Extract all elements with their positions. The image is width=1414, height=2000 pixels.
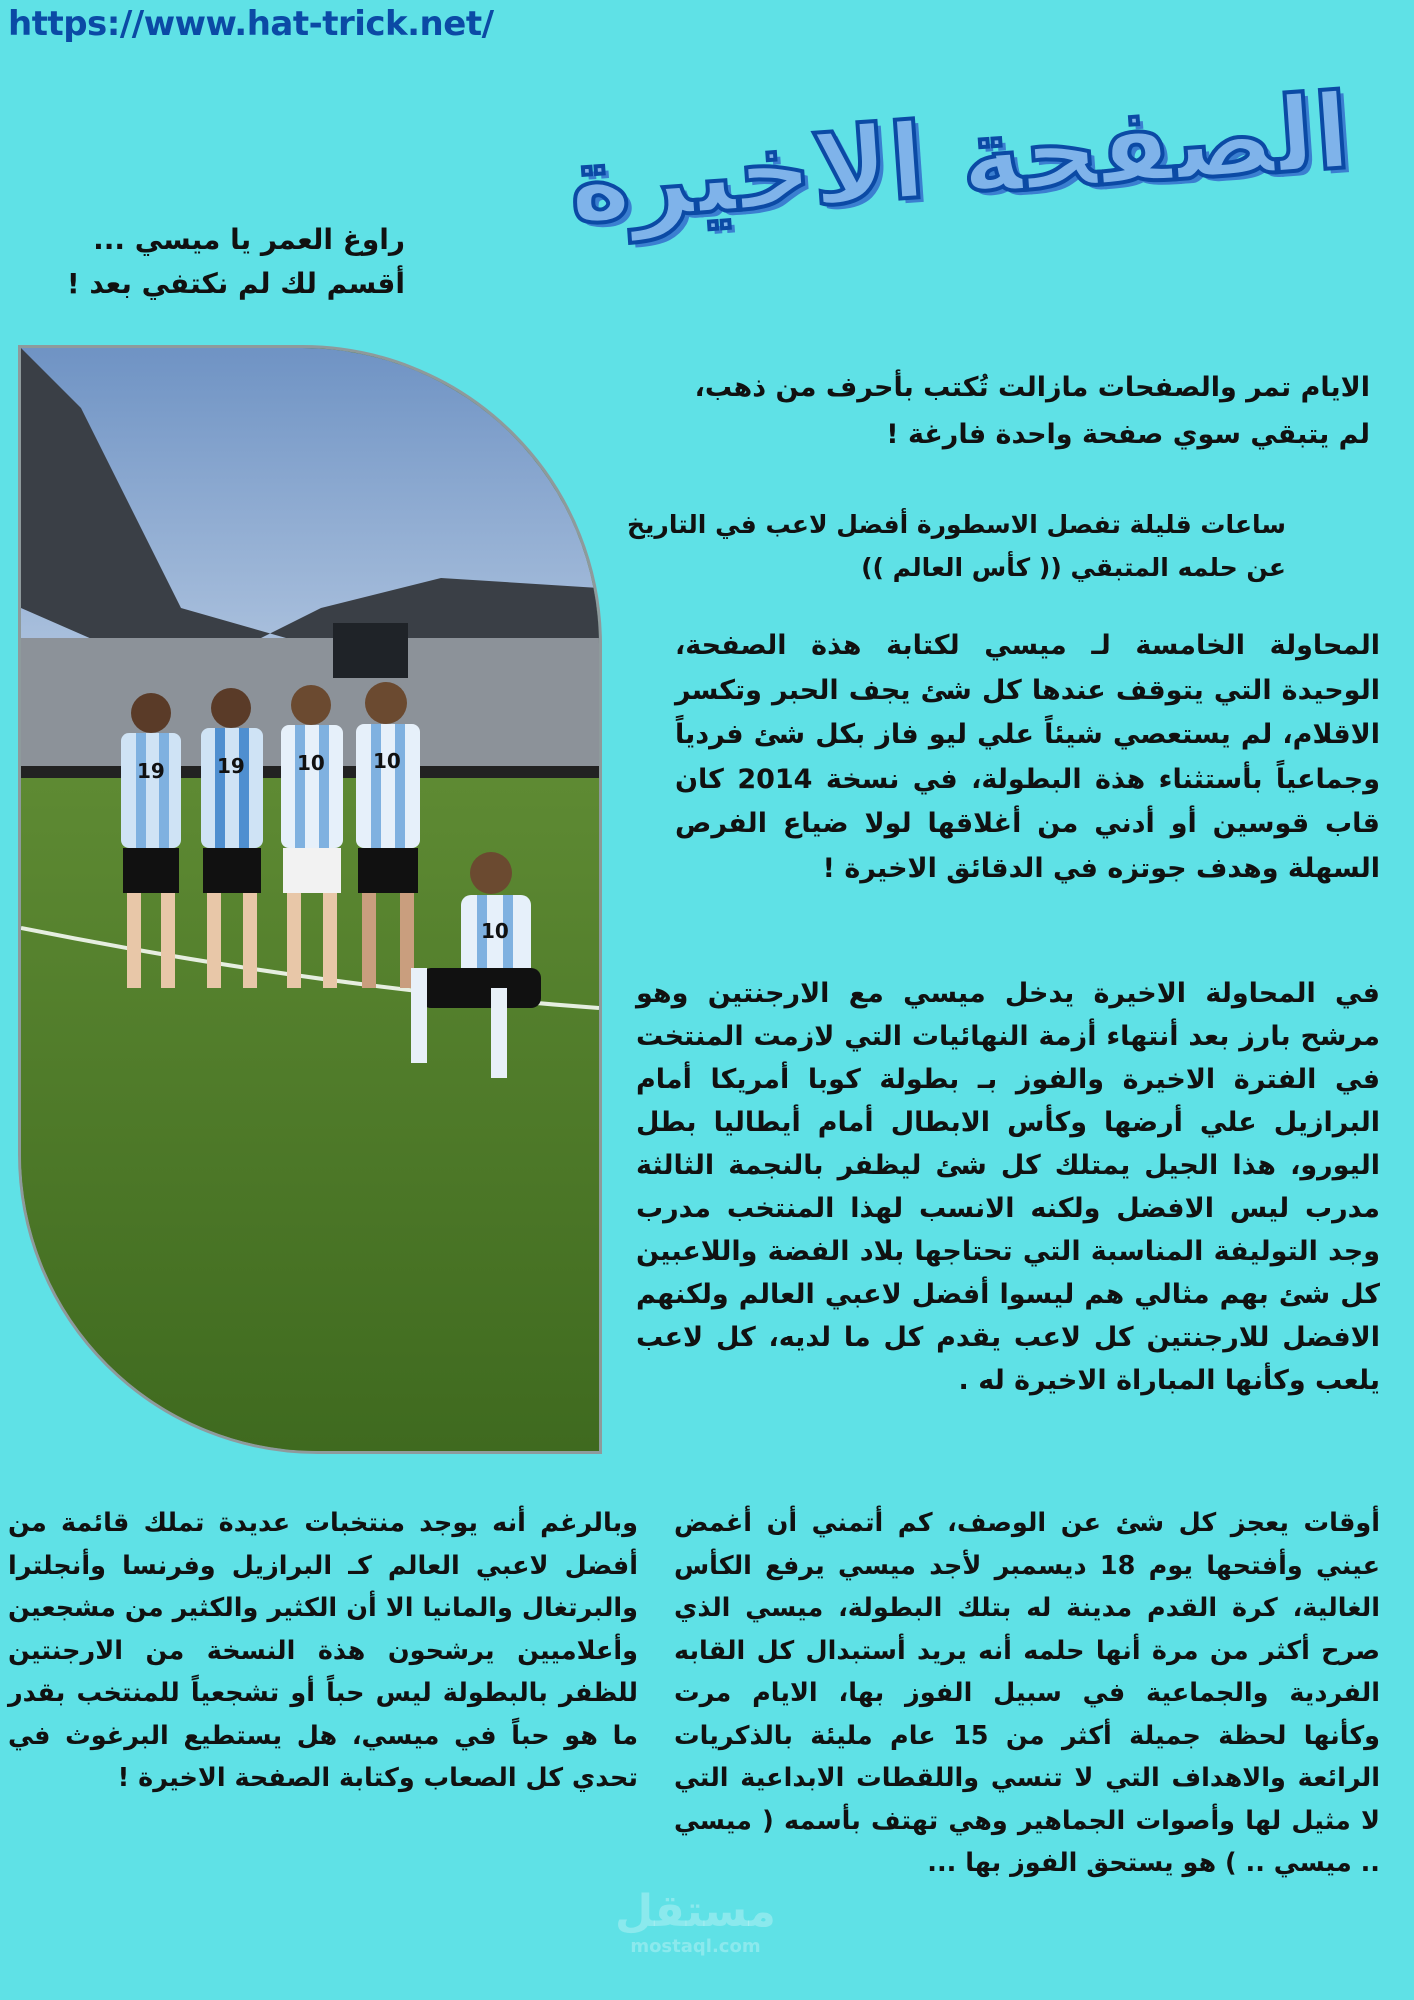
body-paragraph-2: في المحاولة الاخيرة يدخل ميسي مع الارجنتين وهو مرشح بارز بعد أنتهاء أزمة النهائيات التي لازمت المنتخت في الفترة الاخيرة والفوز بـ بطولة كوبا أمريكا أمام البرازيل علي أرضها وكأس الابطال أمام أيطاليا بطل اليورو، هذا الجيل يمتلك كل شئ ليظفر بالنجمة الثالثة مدرب ليس الافضل ولكنه الانسب لهذا المنتخب مدرب وجد التوليفة المناسبة التي تحتاجها بلاد الفضة واللاعبين كل شئ بهم مثالي هم ليسوا أفضل لاعبي العالم ولكنهم الافضل للارجنتين كل لاعب يقدم كل ما لديه، كل لاعب يلعب وكأنها المباراة الاخيرة له . bbox=[636, 978, 1380, 1396]
body-paragraph-3: أوقات يعجز كل شئ عن الوصف، كم أتمني أن أغمض عيني وأفتحها يوم 18 ديسمبر لأجد ميسي يرفع الكأس الغالية، كرة القدم مدينة له بتلك البطولة، ميسي الذي صرح أكثر من مرة أنها حلمه أنه يريد أستبدال كل القابه الفردية والجماعية في سبيل الفوز بها، الايام مرت وكأنها لحظة جميلة أكثر من 15 عام مليئة بالذكريات الرائعة والاهداف التي لا تنسي واللقطات الابداعية التي لا مثيل لها وأصوات الجماهير وهي تهتف بأسمه ( ميسي .. ميسي .. ) هو يستحق الفوز بها ... bbox=[674, 1508, 1381, 1878]
body-paragraph-1: المحاولة الخامسة لـ ميسي لكتابة هذة الصفحة، الوحيدة التي يتوقف عندها كل شئ يجف الحبر وتكسر الاقلام، لم يستعصي شيئاً علي ليو فاز بكل شئ فردياً وجماعياً بأستثناء هذة البطولة، في نسخة 2014 كان قاب قوسين أو أدني من أغلاقها لولا ضياع الفرص السهلة وهدف جوتزه في الدقائق الاخيرة ! bbox=[675, 630, 1380, 884]
scoreboard bbox=[333, 623, 408, 678]
watermark-arabic: مستقل bbox=[615, 1886, 776, 1937]
jersey-number: 10 bbox=[481, 919, 509, 943]
lead-text: ساعات قليلة تفصل الاسطورة أفضل لاعب في التاريخ عن حلمه المتبقي (( كأس العالم )) bbox=[627, 510, 1286, 582]
site-url-link[interactable]: https://www.hat-trick.net/ bbox=[8, 4, 494, 44]
page-title: الصفحة الاخيرة bbox=[564, 70, 1355, 247]
subtitle bbox=[20, 218, 405, 306]
watermark-latin: mostaql.com bbox=[630, 1936, 761, 1957]
jersey-number: 19 bbox=[137, 759, 165, 783]
intro-paragraph: الايام تمر والصفحات مازالت تُكتب بأحرف من ذهب، لم يتبقي سوي صفحة واحدة فارغة ! bbox=[694, 372, 1370, 450]
subtitle-line-2: أقسم لك لم نكتفي بعد ! bbox=[66, 267, 405, 300]
subtitle-line-1: راوغ العمر يا ميسي ... bbox=[93, 223, 405, 256]
lead-paragraph bbox=[586, 503, 1286, 589]
jersey-number: 10 bbox=[297, 751, 325, 775]
watermark-logo bbox=[615, 1888, 776, 1957]
team-photo bbox=[18, 345, 602, 1454]
jersey-number: 10 bbox=[373, 749, 401, 773]
stadium-illustration bbox=[21, 348, 599, 1451]
jersey-number: 19 bbox=[217, 754, 245, 778]
body-paragraph-4: وبالرغم أنه يوجد منتخبات عديدة تملك قائمة من أفضل لاعبي العالم كـ البرازيل وفرنسا وأنجلترا والبرتغال والمانيا الا أن الكثير والكثير من مشجعين وأعلاميين يرشحون هذة النسخة من الارجنتين للظفر بالبطولة ليس حباً أو تشجعياً للمنتخب بقدر ما هو حباً في ميسي، هل يستطيع البرغوث في تحدي كل الصعاب وكتابة الصفحة الاخيرة ! bbox=[8, 1508, 638, 1793]
